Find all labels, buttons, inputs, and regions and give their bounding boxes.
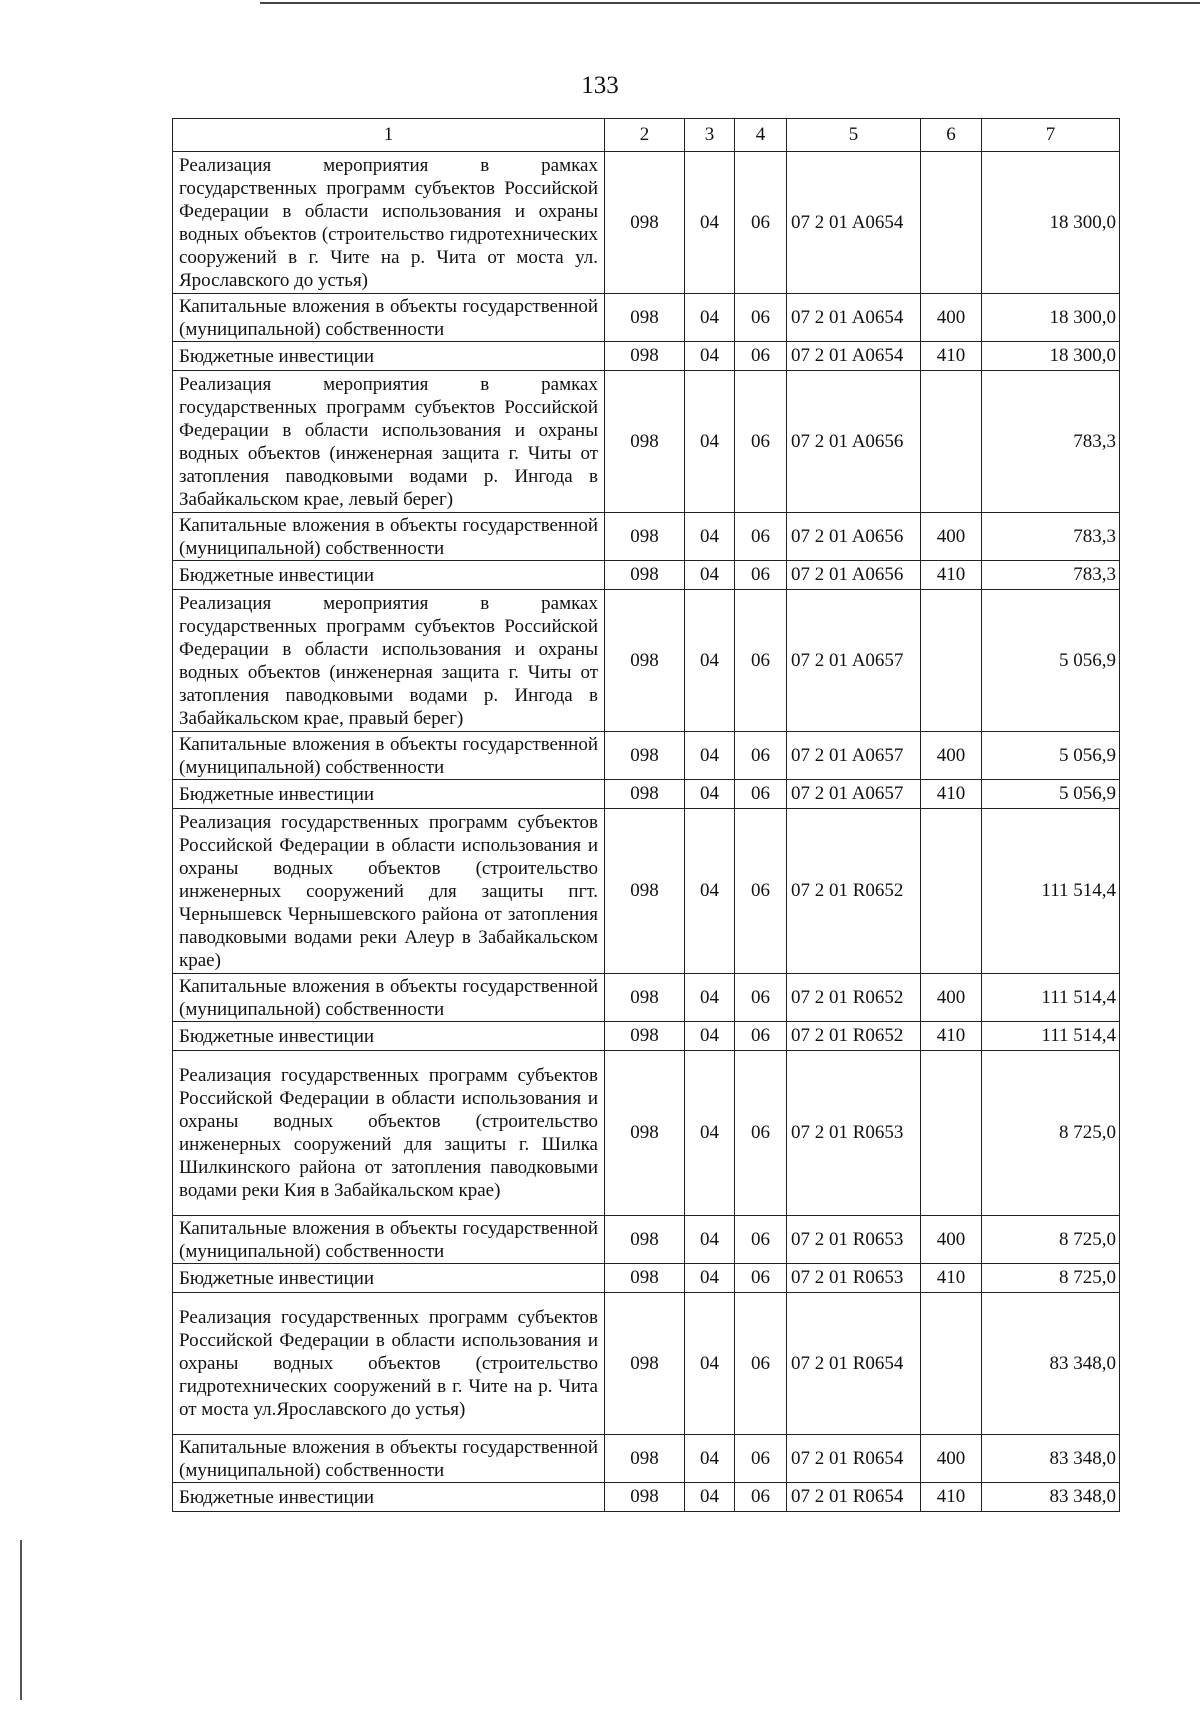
ministry-code-cell: 098 xyxy=(605,1216,685,1264)
ministry-code-cell: 098 xyxy=(605,1051,685,1216)
section-code-cell: 04 xyxy=(685,561,735,590)
table-row xyxy=(173,152,1120,294)
table-row xyxy=(173,780,1120,809)
ministry-code-cell: 098 xyxy=(605,1022,685,1051)
target-article-cell: 07 2 01 R0653 xyxy=(787,1216,921,1264)
amount-cell: 83 348,0 xyxy=(982,1435,1120,1483)
budget-table xyxy=(172,118,1120,1512)
amount-cell: 111 514,4 xyxy=(982,809,1120,974)
section-code-cell: 04 xyxy=(685,1293,735,1435)
amount-cell: 783,3 xyxy=(982,371,1120,513)
table-row xyxy=(173,1264,1120,1293)
item-name-cell: Капитальные вложения в объекты государственной (муниципальной) собственности xyxy=(173,732,605,780)
item-name-cell: Бюджетные инвестиции xyxy=(173,342,605,371)
header-row xyxy=(173,119,1120,152)
section-code-cell: 04 xyxy=(685,1051,735,1216)
subsection-code-cell: 06 xyxy=(735,1293,787,1435)
item-name-cell: Бюджетные инвестиции xyxy=(173,780,605,809)
ministry-code-cell: 098 xyxy=(605,1483,685,1512)
item-name-cell: Бюджетные инвестиции xyxy=(173,1483,605,1512)
subsection-code-cell: 06 xyxy=(735,294,787,342)
expense-type-cell xyxy=(921,809,982,974)
column-header: 3 xyxy=(685,119,735,152)
expense-type-cell: 410 xyxy=(921,1483,982,1512)
ministry-code-cell: 098 xyxy=(605,780,685,809)
expense-type-cell: 400 xyxy=(921,1216,982,1264)
target-article-cell: 07 2 01 A0657 xyxy=(787,732,921,780)
item-name-cell: Капитальные вложения в объекты государственной (муниципальной) собственности xyxy=(173,1216,605,1264)
expense-type-cell: 410 xyxy=(921,342,982,371)
expense-type-cell: 400 xyxy=(921,732,982,780)
amount-cell: 111 514,4 xyxy=(982,974,1120,1022)
amount-cell: 83 348,0 xyxy=(982,1293,1120,1435)
scan-edge-mark xyxy=(20,1540,22,1700)
target-article-cell: 07 2 01 R0652 xyxy=(787,809,921,974)
page-number: 133 xyxy=(581,72,619,99)
expense-type-cell xyxy=(921,1051,982,1216)
subsection-code-cell: 06 xyxy=(735,1483,787,1512)
column-header: 2 xyxy=(605,119,685,152)
target-article-cell: 07 2 01 A0656 xyxy=(787,513,921,561)
table-row xyxy=(173,1051,1120,1216)
expense-type-cell: 400 xyxy=(921,294,982,342)
section-code-cell: 04 xyxy=(685,152,735,294)
column-header: 7 xyxy=(982,119,1120,152)
target-article-cell: 07 2 01 R0654 xyxy=(787,1435,921,1483)
table-body xyxy=(173,152,1120,1512)
section-code-cell: 04 xyxy=(685,294,735,342)
subsection-code-cell: 06 xyxy=(735,590,787,732)
target-article-cell: 07 2 01 A0656 xyxy=(787,371,921,513)
item-name-cell: Реализация государственных программ субъектов Российской Федерации в области использования и охраны водных объектов (строительство гидротехнических сооружений в г. Чите на р. Чита от моста ул.Ярославского до устья) xyxy=(173,1293,605,1435)
section-code-cell: 04 xyxy=(685,1022,735,1051)
expense-type-cell: 410 xyxy=(921,1022,982,1051)
subsection-code-cell: 06 xyxy=(735,1022,787,1051)
item-name-cell: Капитальные вложения в объекты государственной (муниципальной) собственности xyxy=(173,294,605,342)
table-row xyxy=(173,1435,1120,1483)
table-row xyxy=(173,561,1120,590)
section-code-cell: 04 xyxy=(685,513,735,561)
subsection-code-cell: 06 xyxy=(735,513,787,561)
subsection-code-cell: 06 xyxy=(735,974,787,1022)
item-name-cell: Капитальные вложения в объекты государственной (муниципальной) собственности xyxy=(173,513,605,561)
amount-cell: 18 300,0 xyxy=(982,152,1120,294)
section-code-cell: 04 xyxy=(685,590,735,732)
ministry-code-cell: 098 xyxy=(605,809,685,974)
amount-cell: 18 300,0 xyxy=(982,342,1120,371)
column-header: 4 xyxy=(735,119,787,152)
section-code-cell: 04 xyxy=(685,732,735,780)
target-article-cell: 07 2 01 A0654 xyxy=(787,294,921,342)
item-name-cell: Реализация мероприятия в рамках государственных программ субъектов Российской Федерации в области использования и охраны водных объектов (инженерная защита г. Читы от затопления паводковыми водами р. Ингода в Забайкальском крае, левый берег) xyxy=(173,371,605,513)
amount-cell: 8 725,0 xyxy=(982,1216,1120,1264)
table-row xyxy=(173,513,1120,561)
target-article-cell: 07 2 01 A0657 xyxy=(787,780,921,809)
table-row xyxy=(173,1483,1120,1512)
expense-type-cell: 410 xyxy=(921,561,982,590)
subsection-code-cell: 06 xyxy=(735,342,787,371)
ministry-code-cell: 098 xyxy=(605,590,685,732)
item-name-cell: Реализация государственных программ субъектов Российской Федерации в области использования и охраны водных объектов (строительство инженерных сооружений для защиты г. Шилка Шилкинского района от затопления паводковыми водами реки Кия в Забайкальском крае) xyxy=(173,1051,605,1216)
table-row xyxy=(173,974,1120,1022)
amount-cell: 783,3 xyxy=(982,561,1120,590)
target-article-cell: 07 2 01 A0656 xyxy=(787,561,921,590)
subsection-code-cell: 06 xyxy=(735,1435,787,1483)
item-name-cell: Бюджетные инвестиции xyxy=(173,1264,605,1293)
table-row xyxy=(173,809,1120,974)
subsection-code-cell: 06 xyxy=(735,732,787,780)
amount-cell: 8 725,0 xyxy=(982,1264,1120,1293)
item-name-cell: Реализация мероприятия в рамках государственных программ субъектов Российской Федерации в области использования и охраны водных объектов (строительство гидротехнических сооружений в г. Чите на р. Чита от моста ул. Ярославского до устья) xyxy=(173,152,605,294)
item-name-cell: Бюджетные инвестиции xyxy=(173,1022,605,1051)
subsection-code-cell: 06 xyxy=(735,809,787,974)
ministry-code-cell: 098 xyxy=(605,561,685,590)
ministry-code-cell: 098 xyxy=(605,732,685,780)
table-row xyxy=(173,1293,1120,1435)
ministry-code-cell: 098 xyxy=(605,1293,685,1435)
subsection-code-cell: 06 xyxy=(735,1051,787,1216)
item-name-cell: Капитальные вложения в объекты государственной (муниципальной) собственности xyxy=(173,974,605,1022)
target-article-cell: 07 2 01 A0654 xyxy=(787,342,921,371)
section-code-cell: 04 xyxy=(685,342,735,371)
section-code-cell: 04 xyxy=(685,1264,735,1293)
ministry-code-cell: 098 xyxy=(605,294,685,342)
item-name-cell: Капитальные вложения в объекты государственной (муниципальной) собственности xyxy=(173,1435,605,1483)
ministry-code-cell: 098 xyxy=(605,974,685,1022)
target-article-cell: 07 2 01 R0654 xyxy=(787,1483,921,1512)
item-name-cell: Бюджетные инвестиции xyxy=(173,561,605,590)
ministry-code-cell: 098 xyxy=(605,152,685,294)
amount-cell: 83 348,0 xyxy=(982,1483,1120,1512)
amount-cell: 5 056,9 xyxy=(982,732,1120,780)
expense-type-cell xyxy=(921,371,982,513)
target-article-cell: 07 2 01 R0652 xyxy=(787,974,921,1022)
table-row xyxy=(173,590,1120,732)
target-article-cell: 07 2 01 R0653 xyxy=(787,1264,921,1293)
subsection-code-cell: 06 xyxy=(735,561,787,590)
expense-type-cell xyxy=(921,590,982,732)
amount-cell: 111 514,4 xyxy=(982,1022,1120,1051)
section-code-cell: 04 xyxy=(685,974,735,1022)
target-article-cell: 07 2 01 A0657 xyxy=(787,590,921,732)
column-header: 6 xyxy=(921,119,982,152)
table-row xyxy=(173,1216,1120,1264)
amount-cell: 18 300,0 xyxy=(982,294,1120,342)
subsection-code-cell: 06 xyxy=(735,780,787,809)
table-row xyxy=(173,371,1120,513)
target-article-cell: 07 2 01 R0653 xyxy=(787,1051,921,1216)
subsection-code-cell: 06 xyxy=(735,1216,787,1264)
ministry-code-cell: 098 xyxy=(605,371,685,513)
amount-cell: 8 725,0 xyxy=(982,1051,1120,1216)
section-code-cell: 04 xyxy=(685,780,735,809)
ministry-code-cell: 098 xyxy=(605,342,685,371)
expense-type-cell xyxy=(921,1293,982,1435)
section-code-cell: 04 xyxy=(685,371,735,513)
ministry-code-cell: 098 xyxy=(605,1435,685,1483)
section-code-cell: 04 xyxy=(685,1435,735,1483)
expense-type-cell: 400 xyxy=(921,974,982,1022)
expense-type-cell: 410 xyxy=(921,1264,982,1293)
target-article-cell: 07 2 01 R0652 xyxy=(787,1022,921,1051)
section-code-cell: 04 xyxy=(685,1483,735,1512)
item-name-cell: Реализация мероприятия в рамках государственных программ субъектов Российской Федерации в области использования и охраны водных объектов (инженерная защита г. Читы от затопления паводковыми водами р. Ингода в Забайкальском крае, правый берег) xyxy=(173,590,605,732)
amount-cell: 783,3 xyxy=(982,513,1120,561)
expense-type-cell: 400 xyxy=(921,513,982,561)
subsection-code-cell: 06 xyxy=(735,1264,787,1293)
column-header: 5 xyxy=(787,119,921,152)
ministry-code-cell: 098 xyxy=(605,513,685,561)
table-row xyxy=(173,294,1120,342)
amount-cell: 5 056,9 xyxy=(982,590,1120,732)
ministry-code-cell: 098 xyxy=(605,1264,685,1293)
expense-type-cell: 400 xyxy=(921,1435,982,1483)
scan-edge-line xyxy=(260,2,1200,4)
amount-cell: 5 056,9 xyxy=(982,780,1120,809)
subsection-code-cell: 06 xyxy=(735,371,787,513)
column-header: 1 xyxy=(173,119,605,152)
target-article-cell: 07 2 01 A0654 xyxy=(787,152,921,294)
expense-type-cell: 410 xyxy=(921,780,982,809)
table-row xyxy=(173,732,1120,780)
subsection-code-cell: 06 xyxy=(735,152,787,294)
table-row xyxy=(173,342,1120,371)
section-code-cell: 04 xyxy=(685,809,735,974)
table-row xyxy=(173,1022,1120,1051)
target-article-cell: 07 2 01 R0654 xyxy=(787,1293,921,1435)
expense-type-cell xyxy=(921,152,982,294)
section-code-cell: 04 xyxy=(685,1216,735,1264)
item-name-cell: Реализация государственных программ субъектов Российской Федерации в области использования и охраны водных объектов (строительство инженерных сооружений для защиты пгт. Чернышевск Чернышевского района от затопления паводковыми водами реки Алеур в Забайкальском крае) xyxy=(173,809,605,974)
